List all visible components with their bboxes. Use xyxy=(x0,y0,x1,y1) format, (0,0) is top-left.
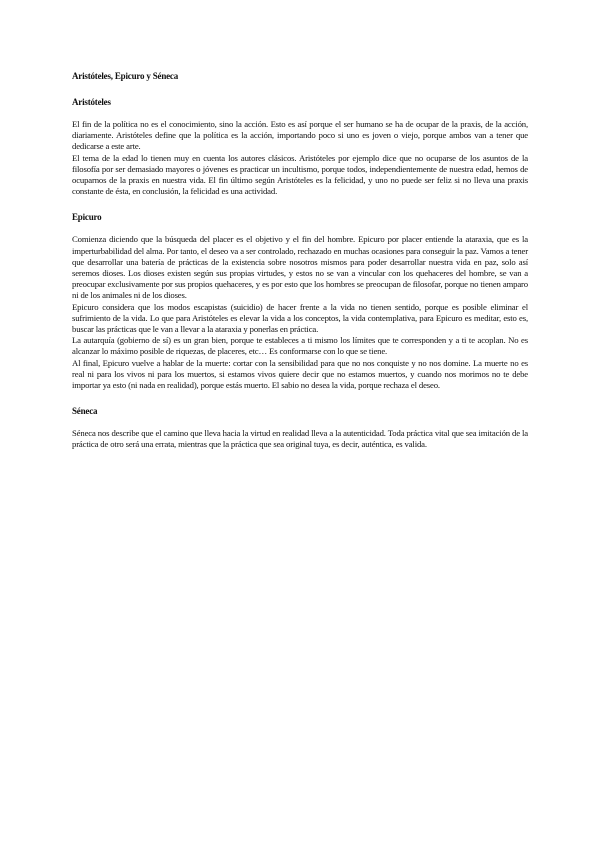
paragraph: Al final, Epicuro vuelve a hablar de la muerte: cortar con la sensibilidad para que no nos conquiste y no nos domine. La muerte no es real ni para los vivos ni para los muertos, si estamos vivos quiere decir que no estamos muertos, y cuando nos morimos no te debe importar ya esto (ni nada en realidad), porque estás muerto. El sabio no desea la vida, porque rechaza el deseo. xyxy=(72,357,528,391)
section-heading-seneca: Séneca xyxy=(72,406,98,417)
paragraph: El fin de la política no es el conocimiento, sino la acción. Esto es así porque el ser humano se ha de ocupar de la praxis, de la acción, diariamente. Aristóteles define que la política es la acción, importando poco si uno es joven o viejo, porque ambos van a tener que dedicarse a este arte. xyxy=(72,119,528,152)
paragraph: El tema de la edad lo tienen muy en cuenta los autores clásicos. Aristóteles por ejemplo dice que no ocuparse de los asuntos de la filosofía por ser demasiado mayores o jóvenes es practicar un incultismo, porque todos, independientemente de nuestra edad, hemos de ocuparnos de la praxis en nuestra vida. El fin último según Aristóteles es la felicidad, y uno no puede ser feliz si no lleva una praxis constante de ésta, en conclusión, la felicidad es una actividad. xyxy=(72,152,528,197)
section-aristoteles xyxy=(72,96,528,197)
paragraph: Séneca nos describe que el camino que lleva hacia la virtud en realidad lleva a la autenticidad. Toda práctica vital que sea imitación de la práctica de otro será una errata, mientras que la práctica que sea original tuya, es decir, auténtica, es valida. xyxy=(72,428,528,450)
paragraph: Comienza diciendo que la búsqueda del placer es el objetivo y el fin del hombre. Epicuro por placer entiende la ataraxia, que es la imperturbabilidad del alma. Por tanto, el deseo va a ser controlado, rechazado en muchas ocasiones para conseguir la paz. Vamos a tener que desarrollar una batería de prácticas de la existencia sobre nosotros mismos para poder desarrollar nuestra vida en paz, solo así seremos dioses. Los dioses existen según sus propias virtudes, y estos no se van a vincular con los quehaceres del hombre, se van a preocupar exclusivamente por sus propios quehaceres, y es por esto que los hombres se preocupan de filosofar, porque no tienen amparo ni de los animales ni de los dioses. xyxy=(72,234,528,301)
section-heading-aristoteles: Aristóteles xyxy=(72,97,111,107)
paragraph: La autarquía (gobierno de sí) es un gran bien, porque te estableces a ti mismo los límites que te corresponden y a ti te acoplan. No es alcanzar lo máximo posible de riquezas, de placeres, etc… Es conformarse con lo que se tiene. xyxy=(72,335,528,357)
section-seneca xyxy=(72,405,528,450)
paragraph: Epicuro considera que los modos escapistas (suicidio) de hacer frente a la vida no tienen sentido, porque es posible eliminar el sufrimiento de la vida. Lo que para Aristóteles es elevar la vida a los conceptos, la vida contemplativa, para Epicuro es meditar, esto es, buscar las prácticas que le van a llevar a la ataraxia y ponerlas en práctica. xyxy=(72,301,528,335)
section-heading-epicuro: Epicuro xyxy=(72,212,102,223)
section-epicuro xyxy=(72,211,528,391)
document-title: Aristóteles, Epicuro y Séneca xyxy=(72,71,179,81)
document-page xyxy=(72,70,528,465)
